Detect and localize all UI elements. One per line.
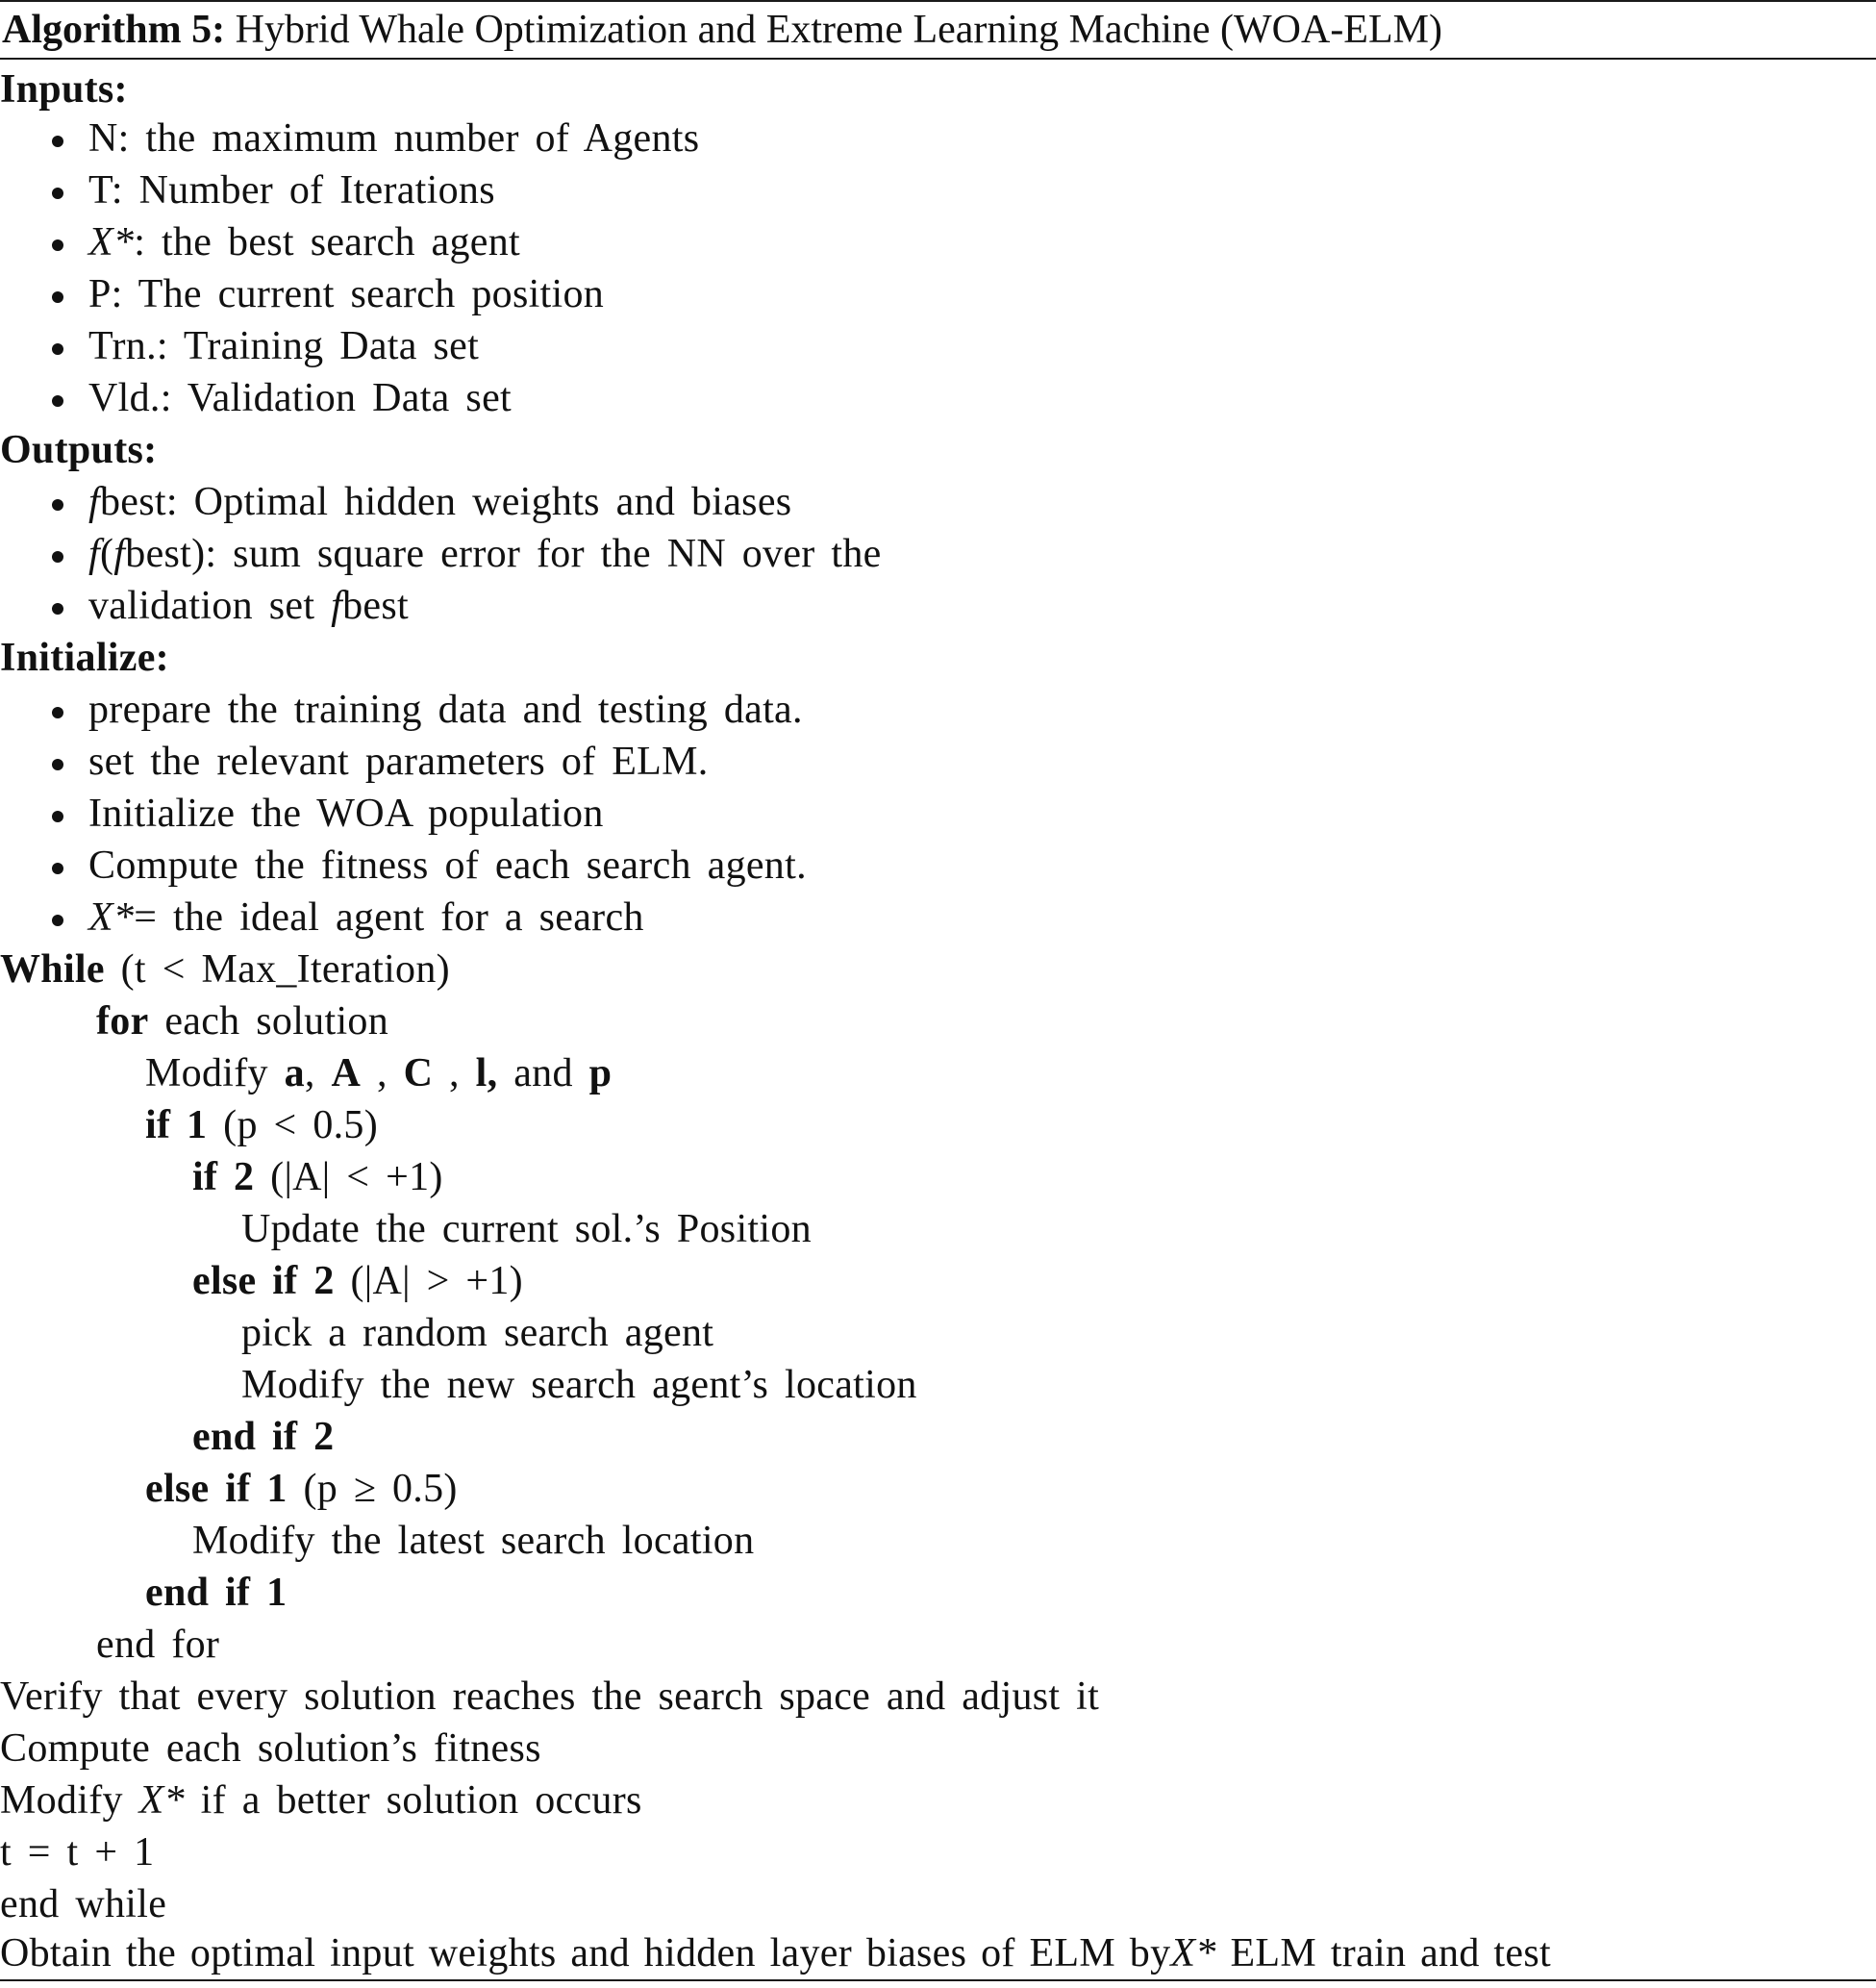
bottom-rule <box>0 1979 1876 1981</box>
initialize-item: set the relevant parameters of ELM. <box>0 736 709 788</box>
bullet-icon <box>52 863 63 874</box>
title-rule <box>0 58 1876 60</box>
else-if2-line: else if 2 (|A| > +1) <box>192 1259 523 1303</box>
pick-random-line: pick a random search agent <box>241 1311 714 1355</box>
bullet-icon <box>52 291 63 303</box>
initialize-item: Compute the fitness of each search agent. <box>0 840 807 892</box>
bullet-icon <box>52 136 63 147</box>
input-item: N: the maximum number of Agents <box>0 113 699 164</box>
modify-latest-line: Modify the latest search location <box>192 1519 755 1563</box>
bullet-icon <box>52 551 63 563</box>
bullet-icon <box>52 759 63 770</box>
bullet-icon <box>52 603 63 615</box>
initialize-item: Initialize the WOA population <box>0 788 604 840</box>
input-item: X*: the best search agent <box>0 216 520 268</box>
bullet-icon <box>52 707 63 718</box>
modify-params-line: Modify a, A , C , l, and p <box>145 1051 613 1095</box>
bullet-icon <box>52 499 63 511</box>
if1-line: if 1 (p < 0.5) <box>145 1103 379 1147</box>
output-item: fbest: Optimal hidden weights and biases <box>0 476 791 528</box>
input-item: Trn.: Training Data set <box>0 320 479 372</box>
output-item: validation set fbest <box>0 580 409 632</box>
modify-new-agent-line: Modify the new search agent’s location <box>241 1363 917 1407</box>
outputs-heading: Outputs: <box>0 428 158 472</box>
input-item: P: The current search position <box>0 268 604 320</box>
verify-line: Verify that every solution reaches the search space and adjust it <box>0 1674 1100 1719</box>
end-if1-line: end if 1 <box>145 1571 288 1615</box>
bullet-icon <box>52 343 63 355</box>
end-for-line: end for <box>96 1623 220 1667</box>
initialize-item: X*= the ideal agent for a search <box>0 892 644 944</box>
input-item: T: Number of Iterations <box>0 164 495 216</box>
ideal-agent-symbol: X* <box>88 895 135 940</box>
bullet-icon <box>52 811 63 822</box>
input-item: Vld.: Validation Data set <box>0 372 512 424</box>
modify-best-line: Modify X* if a better solution occurs <box>0 1778 642 1823</box>
update-position-line: Update the current sol.’s Position <box>241 1207 812 1251</box>
bullet-icon <box>52 395 63 407</box>
end-while-line: end while <box>0 1882 167 1926</box>
compute-fitness-line: Compute each solution’s fitness <box>0 1726 541 1771</box>
bullet-icon <box>52 915 63 926</box>
while-line: While (t < Max_Iteration) <box>0 947 450 992</box>
bullet-icon <box>52 239 63 251</box>
increment-line: t = t + 1 <box>0 1830 155 1875</box>
end-if2-line: end if 2 <box>192 1415 335 1459</box>
algorithm-number: Algorithm 5: <box>2 8 226 52</box>
output-item: f(fbest): sum square error for the NN over the <box>0 528 882 580</box>
initialize-item: prepare the training data and testing data. <box>0 684 803 736</box>
for-line: for each solution <box>96 999 389 1044</box>
algorithm-title <box>2 4 1442 56</box>
best-agent-symbol: X* <box>88 220 135 264</box>
obtain-line: Obtain the optimal input weights and hidden layer biases of ELM byX* ELM train and test <box>0 1931 1551 1975</box>
if2-line: if 2 (|A| < +1) <box>192 1155 443 1199</box>
initialize-heading: Initialize: <box>0 636 169 680</box>
bullet-icon <box>52 188 63 199</box>
inputs-heading: Inputs: <box>0 67 128 112</box>
top-rule <box>0 0 1876 2</box>
else-if1-line: else if 1 (p ≥ 0.5) <box>145 1467 458 1511</box>
algorithm-name: Hybrid Whale Optimization and Extreme Learning Machine (WOA-ELM) <box>225 8 1442 52</box>
